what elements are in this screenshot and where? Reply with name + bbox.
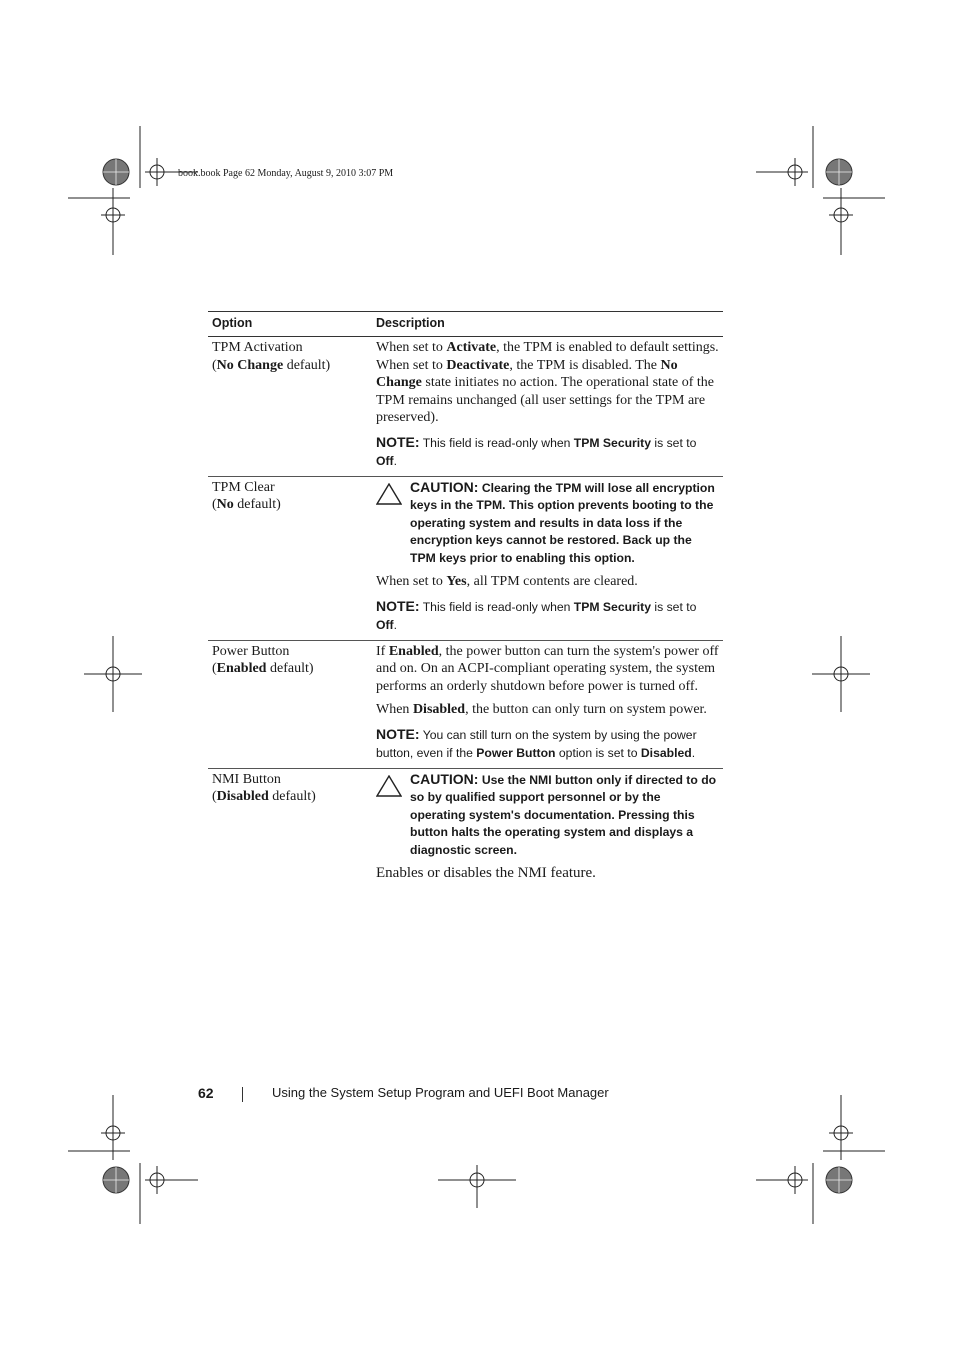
caution-text: CAUTION: Clearing the TPM will lose all encryption keys in the TPM. This option prevents booting to the operating system and results in data loss if the encryption keys cannot be restored. Back up the TPM keys prior to enabling this option. bbox=[410, 478, 715, 565]
option-cell bbox=[208, 477, 376, 640]
option-default: (Disabled default) bbox=[212, 789, 316, 804]
caution-block bbox=[376, 771, 719, 860]
table-header-row bbox=[208, 311, 723, 337]
table-row-tpm-activation bbox=[208, 337, 723, 476]
option-default: (Enabled default) bbox=[212, 661, 314, 676]
print-header-stamp: book.book Page 62 Monday, August 9, 2010 3:07 PM bbox=[178, 168, 394, 179]
note: NOTE: This field is read-only when TPM Security is set to Off. bbox=[376, 597, 697, 632]
description-text: When Disabled, the button can only turn on system power. bbox=[376, 702, 707, 717]
description-text: When set to Yes, all TPM contents are cleared. bbox=[376, 574, 638, 589]
option-default: (No default) bbox=[212, 497, 281, 512]
page-number: 62 bbox=[198, 1085, 214, 1101]
option-name: NMI Button bbox=[212, 771, 281, 787]
table-row-power-button bbox=[208, 640, 723, 768]
description-cell bbox=[376, 477, 723, 640]
option-name: TPM Clear bbox=[212, 479, 275, 495]
warning-triangle-icon bbox=[376, 479, 410, 568]
header-description: Description bbox=[376, 316, 445, 330]
table-row-nmi-button bbox=[208, 768, 723, 889]
footer-divider bbox=[242, 1087, 243, 1102]
option-default: (No Change default) bbox=[212, 357, 331, 373]
description-text: If Enabled, the power button can turn the system's power off and on. On an ACPI-compliant operating system, the system performs an orderly shutdown before power is turned off. bbox=[376, 643, 719, 694]
description-text: When set to Activate, the TPM is enabled to default settings. When set to Deactivate, the TPM is disabled. The No Change state initiates no action. The operational state of the TPM remains unchanged (all user settings for the TPM are preserved). bbox=[376, 340, 719, 425]
description-cell bbox=[376, 641, 723, 768]
option-name: Power Button bbox=[212, 643, 290, 659]
option-name: TPM Activation bbox=[212, 340, 303, 355]
chapter-title: Using the System Setup Program and UEFI Boot Manager bbox=[272, 1085, 609, 1100]
description-cell bbox=[376, 769, 723, 889]
description-cell bbox=[376, 337, 723, 476]
table-row-tpm-clear bbox=[208, 476, 723, 640]
warning-triangle-icon bbox=[376, 771, 410, 860]
caution-text: CAUTION: Use the NMI button only if directed to do so by qualified support personnel or by the operating system's documentation. Pressing this button halts the operating system and displays a diagnostic screen. bbox=[410, 770, 717, 857]
header-option: Option bbox=[212, 316, 253, 330]
option-cell bbox=[208, 641, 376, 768]
note: NOTE: This field is read-only when TPM Security is set to Off. bbox=[376, 433, 697, 468]
option-cell bbox=[208, 337, 376, 476]
options-table bbox=[208, 311, 723, 889]
caution-block bbox=[376, 479, 719, 568]
description-text: Enables or disables the NMI feature. bbox=[376, 865, 596, 881]
note: NOTE: You can still turn on the system by using the power button, even if the Power Button option is set to Disabled. bbox=[376, 725, 697, 760]
option-cell bbox=[208, 769, 376, 889]
